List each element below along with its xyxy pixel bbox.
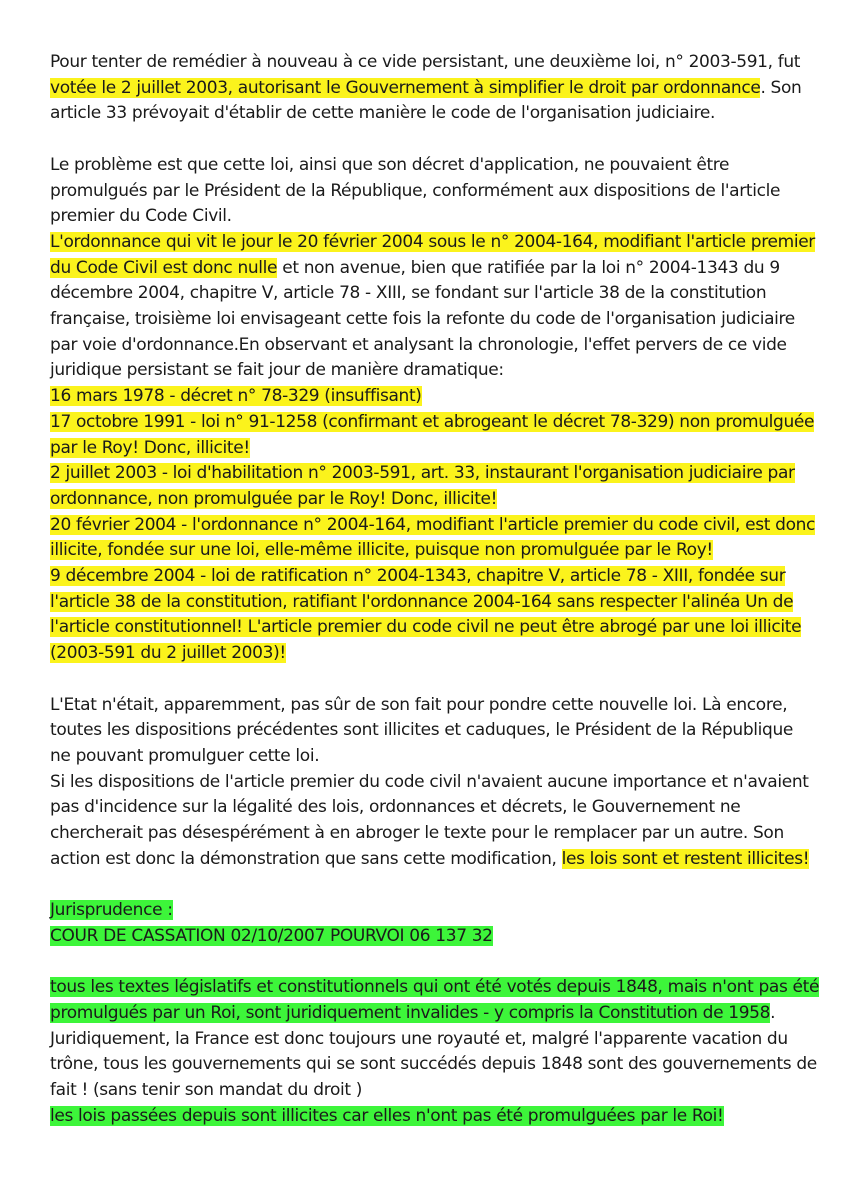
text-segment: et non avenue, bien que ratifiée par la loi n° 2004-1343 du 9 [277,257,780,278]
paragraph-gap [50,872,820,898]
yellow-highlight: 2 juillet 2003 - loi d'habilitation n° 2003-591, art. 33, instaurant l'organisation judiciaire par [50,463,795,484]
text-line: ne pouvant promulguer cette loi. [50,745,320,766]
text-line: juridique persistant se fait jour de manière dramatique: [50,360,504,381]
yellow-highlight: les lois sont et restent illicites! [561,848,810,869]
yellow-highlight: l'article 38 de la constitution, ratifiant l'ordonnance 2004-164 sans respecter l'alinéa Un de [50,591,794,612]
text-segment: . [770,1002,776,1023]
text-line: chercherait pas désespérément à en abroger le texte pour le remplacer par un autre. Son [50,823,784,844]
text-line: Pour tenter de remédier à nouveau à ce vide persistant, une deuxième loi, n° 2003-591, fut [50,52,801,72]
text-line: fait ! (sans tenir son mandat du droit ) [50,1080,363,1101]
paragraph-intro [50,50,820,127]
text-line [50,847,820,873]
chronology-line [50,564,820,590]
green-highlight: Jurisprudence : [50,900,173,921]
text-line [50,975,820,1001]
text-line [50,76,820,102]
text-line: Juridiquement, la France est donc toujours une royauté et, malgré l'apparente vacation du [50,1028,788,1049]
text-line: promulgués par le Président de la République, conformément aux dispositions de l'article [50,180,781,201]
text-line: décembre 2004, chapitre V, article 78 - XIII, se fondant sur l'article 38 de la constitution [50,283,767,304]
paragraph-gap [50,127,820,153]
text-line [50,1001,820,1027]
text-line: Si les dispositions de l'article premier du code civil n'avaient aucune importance et n'avaient [50,771,809,792]
jurisprudence-label-line [50,898,820,924]
chronology-line [50,615,820,641]
chronology-list [50,384,820,667]
chronology-line [50,590,820,616]
green-highlight: COUR DE CASSATION 02/10/2007 POURVOI 06 137 32 [50,925,493,946]
chronology-line [50,436,820,462]
chronology-line [50,513,820,539]
yellow-highlight: 20 février 2004 - l'ordonnance n° 2004-164, modifiant l'article premier du code civil, est donc [50,514,816,535]
text-line [50,230,820,256]
text-line: L'Etat n'était, apparemment, pas sûr de son fait pour pondre cette nouvelle loi. Là encore, [50,694,788,715]
chronology-line [50,538,820,564]
text-line: article 33 prévoyait d'établir de cette manière le code de l'organisation judiciaire. [50,103,716,124]
text-line [50,256,820,282]
paragraph-gap [50,950,820,976]
paragraph-state [50,693,820,873]
text-line [50,1104,820,1130]
yellow-highlight: 17 octobre 1991 - loi n° 91-1258 (confirmant et abrogeant le décret 78-329) non promulguée [50,411,815,432]
yellow-highlight: votée le 2 juillet 2003, autorisant le Gouvernement à simplifier le droit par ordonnance [50,77,761,98]
chronology-line [50,410,820,436]
green-highlight: promulgués par un Roi, sont juridiquement invalides - y compris la Constitution de 1958 [50,1002,771,1023]
yellow-highlight: 16 mars 1978 - décret n° 78-329 (insuffisant) [50,386,422,407]
text-line: trône, tous les gouvernements qui se sont succédés depuis 1848 sont des gouvernements de [50,1054,817,1075]
yellow-highlight: l'article constitutionnel! L'article premier du code civil ne peut être abrogé par une loi illicite [50,617,802,638]
paragraph-gap [50,667,820,693]
text-line: française, troisième loi envisageant cette fois la refonte du code de l'organisation judiciaire [50,309,795,330]
paragraph-problem [50,153,820,384]
text-segment: . Son [760,77,802,98]
text-segment: action est donc la démonstration que sans cette modification, [50,848,562,869]
jurisprudence-block [50,898,820,949]
jurisprudence-ref-line [50,924,820,950]
yellow-highlight: illicite, fondée sur une loi, elle-même illicite, puisque non promulguée par le Roy! [50,540,713,561]
paragraph-conclusion [50,975,820,1129]
chronology-line [50,487,820,513]
chronology-line [50,461,820,487]
yellow-highlight: du Code Civil est donc nulle [50,257,278,278]
green-highlight: les lois passées depuis sont illicites car elles n'ont pas été promulguées par le Roi! [50,1105,724,1126]
text-line: par voie d'ordonnance.En observant et analysant la chronologie, l'effet pervers de ce vide [50,334,787,355]
green-highlight: tous les textes législatifs et constitutionnels qui ont été votés depuis 1848, mais n'ont pas été [50,977,820,998]
text-line: pas d'incidence sur la légalité des lois, ordonnances et décrets, le Gouvernement ne [50,797,741,818]
yellow-highlight: 9 décembre 2004 - loi de ratification n° 2004-1343, chapitre V, article 78 - XIII, fondée sur [50,566,786,587]
yellow-highlight: L'ordonnance qui vit le jour le 20 février 2004 sous le n° 2004-164, modifiant l'article premier [50,231,815,252]
text-line: premier du Code Civil. [50,206,232,227]
yellow-highlight: (2003-591 du 2 juillet 2003)! [50,643,286,664]
yellow-highlight: ordonnance, non promulguée par le Roy! Donc, illicite! [50,488,498,509]
document-page [50,50,820,1129]
text-line: toutes les dispositions précédentes sont illicites et caduques, le Président de la République [50,720,793,741]
yellow-highlight: par le Roy! Donc, illicite! [50,437,250,458]
chronology-line [50,641,820,667]
text-line: Le problème est que cette loi, ainsi que son décret d'application, ne pouvaient être [50,154,730,175]
chronology-line [50,384,820,410]
